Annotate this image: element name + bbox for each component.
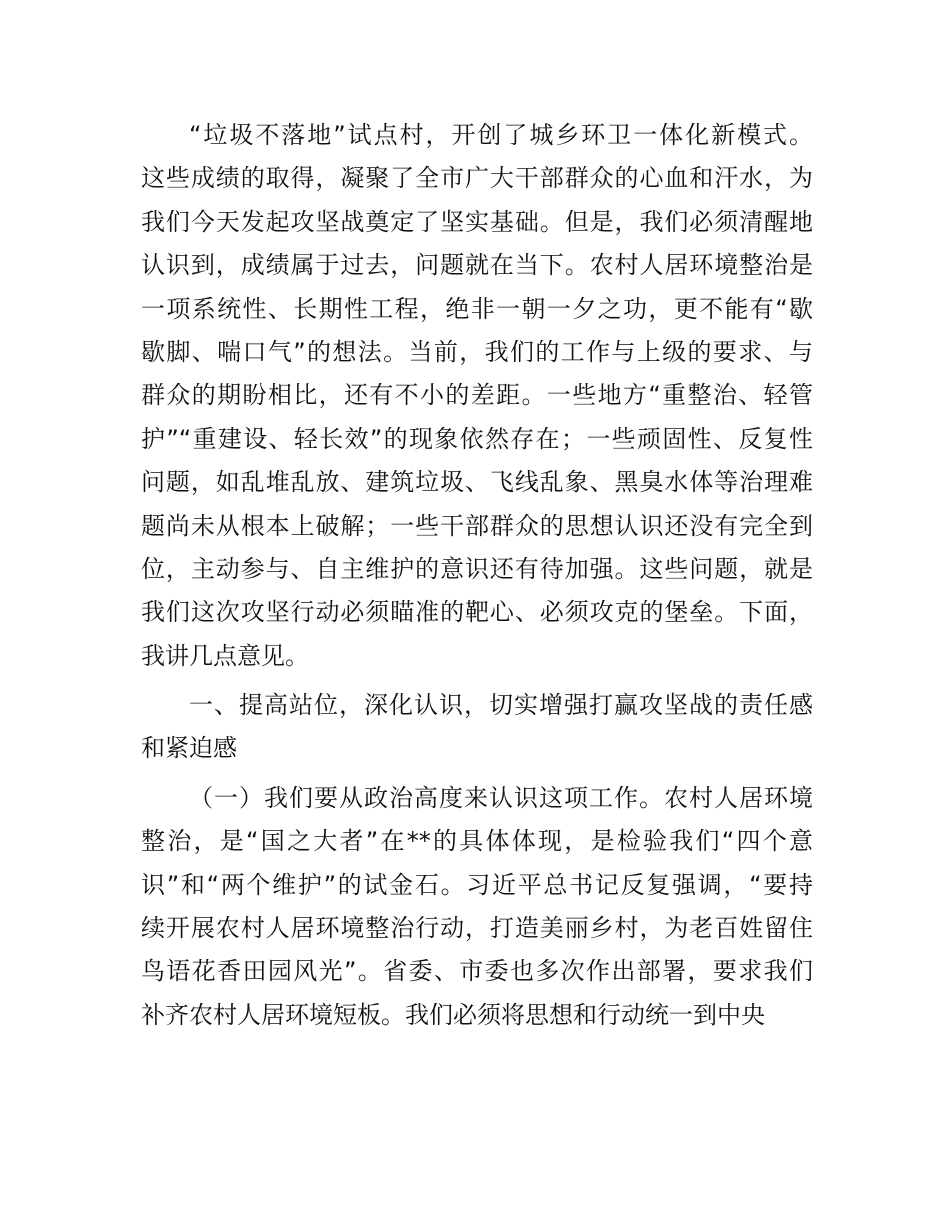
paragraph-intro	[141, 114, 813, 678]
section-heading-1	[141, 684, 813, 771]
text-line: 续开展农村人居环境整治行动，打造美丽乡村，为老百姓留住	[141, 914, 813, 943]
heading-line: 一、提高站位，深化认识，切实增强打赢攻坚战的责任感	[189, 691, 813, 720]
text-line: 一项系统性、长期性工程，绝非一朝一夕之功，更不能有“歇	[141, 294, 813, 323]
text-line: 问题，如乱堆乱放、建筑垃圾、飞线乱象、黑臭水体等治理难	[141, 468, 813, 497]
text-line: 位，主动参与、自主维护的意识还有待加强。这些问题，就是	[141, 554, 813, 583]
text-line: 我们今天发起攻坚战奠定了坚实基础。但是，我们必须清醒地	[141, 207, 813, 236]
text-line: 鸟语花香田园风光”。省委、市委也多次作出部署，要求我们	[141, 957, 813, 986]
text-line: 识”和“两个维护”的试金石。习近平总书记反复强调，“要持	[141, 870, 813, 899]
text-line: 认识到，成绩属于过去，问题就在当下。农村人居环境整治是	[141, 251, 813, 280]
text-line: （一）我们要从政治高度来认识这项工作。农村人居环境	[189, 783, 813, 812]
text-line: 题尚未从根本上破解；一些干部群众的思想认识还没有完全到	[141, 511, 813, 540]
paragraph-section-1-1	[141, 777, 813, 1037]
text-line: 这些成绩的取得，凝聚了全市广大干部群众的心血和汗水，为	[141, 164, 813, 193]
text-line: 歇脚、喘口气”的想法。当前，我们的工作与上级的要求、与	[141, 337, 813, 366]
text-line: 补齐农村人居环境短板。我们必须将思想和行动统一到中央	[141, 1000, 765, 1029]
text-line: 我们这次攻坚行动必须瞄准的靶心、必须攻克的堡垒。下面，	[141, 598, 813, 627]
text-line: 整治，是“国之大者”在**的具体体现，是检验我们“四个意	[141, 827, 813, 856]
text-line: 我讲几点意见。	[141, 641, 309, 670]
text-line: 群众的期盼相比，还有不小的差距。一些地方“重整治、轻管	[141, 381, 813, 410]
text-line: 护”“重建设、轻长效”的现象依然存在；一些顽固性、反复性	[141, 424, 813, 453]
text-line: “垃圾不落地”试点村，开创了城乡环卫一体化新模式。	[189, 121, 813, 149]
heading-line: 和紧迫感	[141, 734, 237, 763]
document-body	[141, 114, 813, 1037]
